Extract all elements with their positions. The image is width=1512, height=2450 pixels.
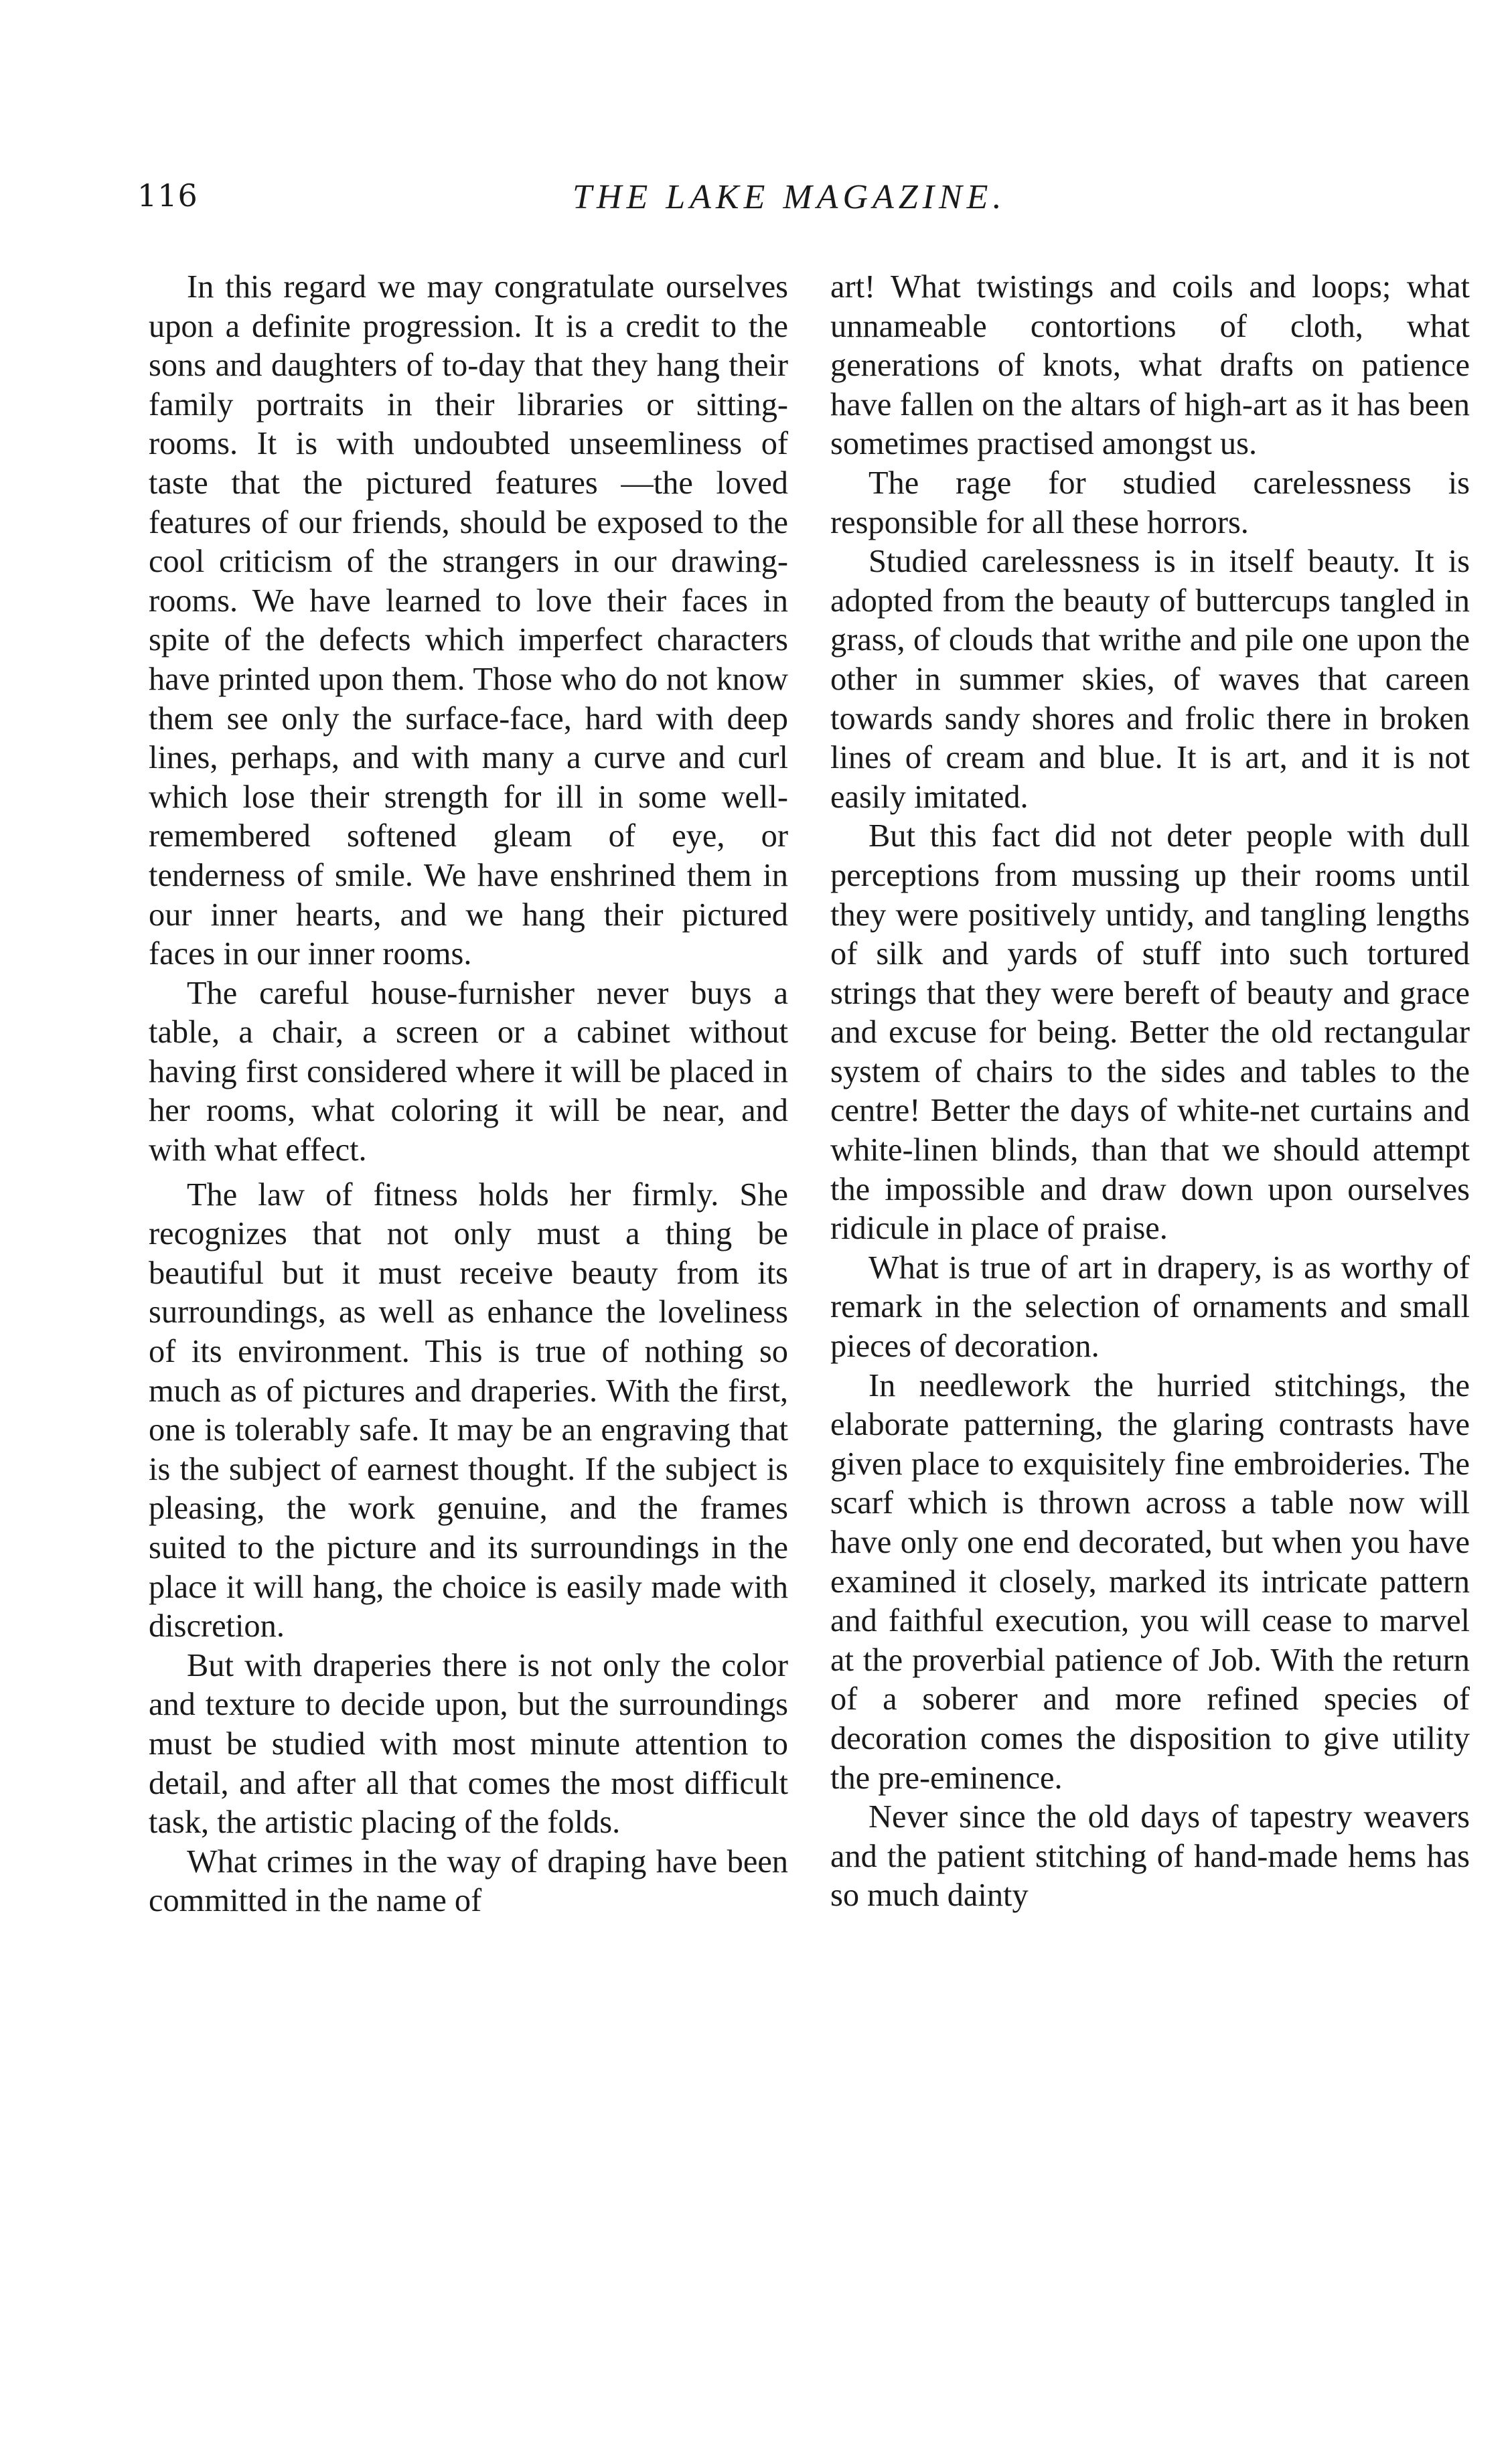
paragraph: In needlework the hurried stitchings, the elaborate patterning, the glaring contrasts have given place to exquisitely fine embroideries. The scarf which is thrown across a table now will have only one end decorated, but when you have examined it closely, marked its intricate pattern and faithful execution, you will cease to marvel at the proverbial patience of Job. With the return of a soberer and more refined species of decoration comes the disposition to give utility the pre-eminence. [830, 1367, 1470, 1796]
left-column [149, 268, 788, 1921]
running-title: THE LAKE MAGAZINE. [573, 178, 1006, 216]
page-header [137, 177, 1463, 224]
paragraph: What crimes in the way of draping have been committed in the name of [149, 1843, 788, 1919]
paragraph-continued: art! What twistings and coils and loops; what unnameable contortions of cloth, what generations of knots, what drafts on patience have fallen on the altars of high-art as it has been sometimes practised amongst us. [830, 269, 1470, 462]
paragraph: The law of fitness holds her firmly. She recognizes that not only must a thing be beautiful but it must receive beauty from its surroundings, as well as enhance the loveliness of its environment. This is true of nothing so much as of pictures and draperies. With the first, one is tolerably safe. It may be an engraving that is the subject of earnest thought. If the subject is pleasing, the work genuine, and the frames suited to the picture and its surroundings in the place it will hang, the choice is easily made with discretion. [149, 1176, 788, 1644]
paragraph: The rage for studied carelessness is responsible for all these horrors. [830, 465, 1470, 540]
right-column [830, 268, 1470, 1916]
paragraph: But this fact did not deter people with dull perceptions from mussing up their rooms until they were positively untidy, and tangling lengths of silk and yards of stuff into such tortured strings that they were bereft of beauty and grace and excuse for being. Better the old rectangular system of chairs to the sides and tables to the centre! Better the days of white-net curtains and white-linen blinds, than that we should attempt the impossible and draw down upon ourselves ridicule in place of praise. [830, 818, 1470, 1247]
page-number: 116 [137, 177, 198, 214]
paragraph: The careful house-furnisher never buys a table, a chair, a screen or a cabinet without having first considered where it will be placed in her rooms, what coloring it will be near, and with what effect. [149, 975, 788, 1168]
paragraph: In this regard we may congratulate ourselves upon a definite progression. It is a credit to the sons and daughters of to-day that they hang their family portraits in their libraries or sitting-rooms. It is with undoubted unseemliness of taste that the pictured features —the loved features of our friends, should be exposed to the cool criticism of the strangers in our drawing-rooms. We have learned to love their faces in spite of the defects which imperfect characters have printed upon them. Those who do not know them see only the surface-face, hard with deep lines, perhaps, and with many a curve and curl which lose their strength for ill in some well-remembered softened gleam of eye, or tenderness of smile. We have enshrined them in our inner hearts, and we hang their pictured faces in our inner rooms. [149, 269, 788, 972]
paragraph: Never since the old days of tapestry weavers and the patient stitching of hand-made hems has so much dainty [830, 1799, 1470, 1914]
paragraph: What is true of art in drapery, is as worthy of remark in the selection of ornaments and small pieces of decoration. [830, 1249, 1470, 1365]
paragraph: Studied carelessness is in itself beauty. It is adopted from the beauty of buttercups tangled in grass, of clouds that writhe and pile one upon the other in summer skies, of waves that careen towards sandy shores and frolic there in broken lines of cream and blue. It is art, and it is not easily imitated. [830, 544, 1470, 815]
paragraph: But with draperies there is not only the color and texture to decide upon, but the surroundings must be studied with most minute attention to detail, and after all that comes the most difficult task, the artistic placing of the folds. [149, 1647, 788, 1841]
